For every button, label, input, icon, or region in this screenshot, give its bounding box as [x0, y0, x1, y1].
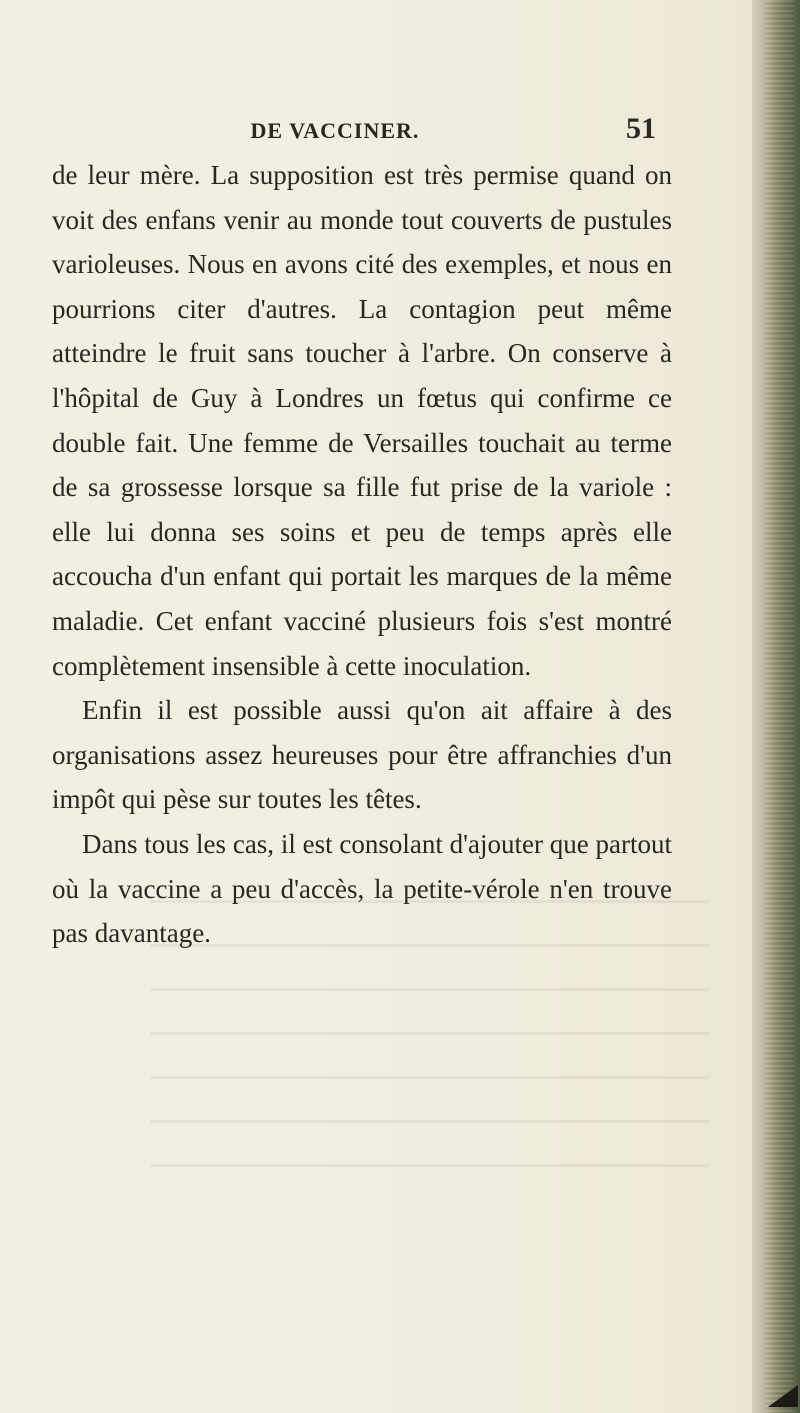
body-text — [52, 153, 672, 956]
paragraph-3: Dans tous les cas, il est consolant d'ajouter que partout où la vaccine a peu d'accès, la petite-vérole n'en trouve pas davantage. — [52, 828, 672, 949]
page-number: 51 — [626, 112, 656, 145]
paragraph-1: de leur mère. La supposition est très permise quand on voit des enfans venir au monde tout couverts de pustules varioleuses. Nous en avons cité des exemples, et nous en pourrions citer d'autres. La contagion peut même atteindre le fruit sans toucher à l'arbre. On conserve à l'hôpital de Guy à Londres un fœtus qui confirme ce double fait. Une femme de Versailles touchait au terme de sa grossesse lorsque sa fille fut prise de la variole : elle lui donna ses soins et peu de temps après elle accoucha d'un enfant qui portait les marques de la même maladie. Cet enfant vacciné plusieurs fois s'est montré complètement insensible à cette inoculation. — [52, 160, 672, 681]
paragraph-2: Enfin il est possible aussi qu'on ait affaire à des organisations assez heureuses pour être affranchies d'un impôt qui pèse sur toutes les têtes. — [52, 695, 672, 815]
binding-texture — [764, 0, 794, 1413]
running-title: DE VACCINER. — [250, 118, 420, 143]
running-header — [0, 108, 800, 148]
book-binding-edge — [752, 0, 800, 1413]
